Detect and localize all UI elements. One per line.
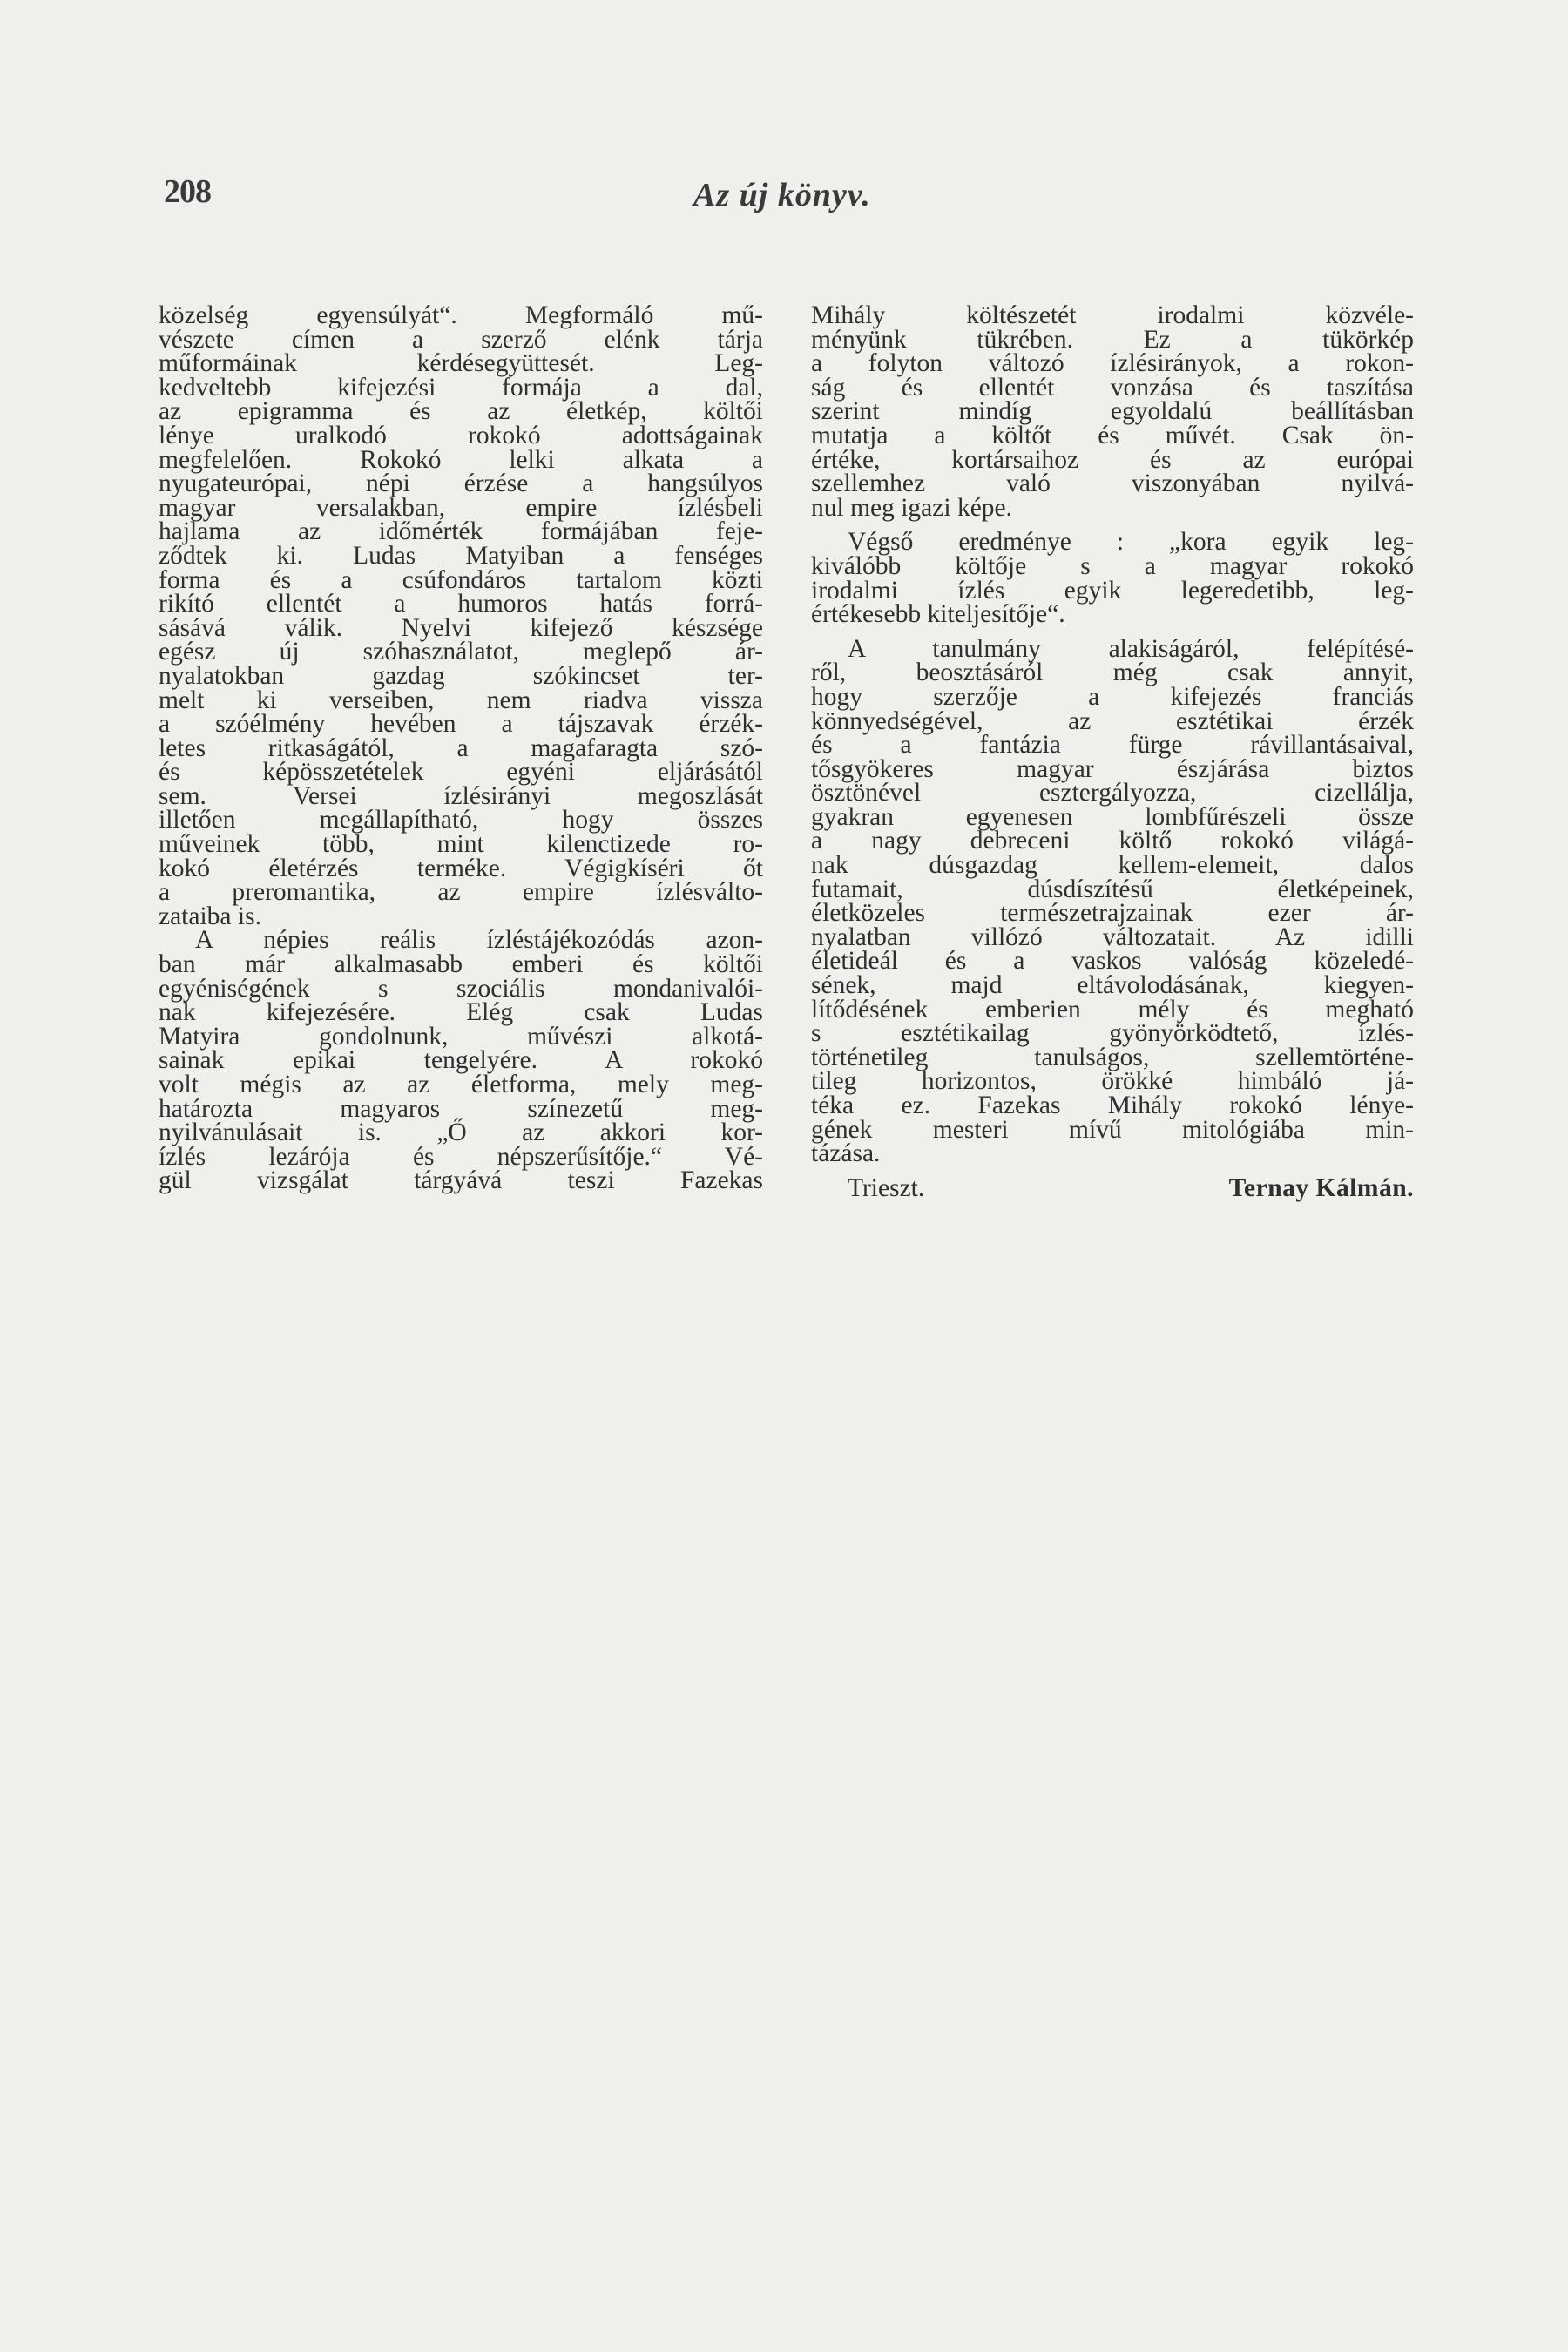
left-column <box>159 301 763 1195</box>
text-line: futamait, dúsdíszítésű életképeinek, <box>811 875 1414 903</box>
text-line: A tanulmány alakiságáról, felépítésé- <box>848 634 1414 663</box>
text-line: illetően megállapítható, hogy összes <box>159 806 763 835</box>
text-line: irodalmi ízlés egyik legeredetibb, leg- <box>811 576 1414 605</box>
text-line: egész új szóhasználatot, meglepő ár- <box>159 638 763 666</box>
text-line: tileg horizontos, örökké himbáló já- <box>811 1067 1414 1096</box>
text-line: magyar versalakban, empire ízlésbeli <box>159 493 763 522</box>
text-line: nyugateurópai, népi érzése a hangsúlyos <box>159 470 763 498</box>
text-line: sásává válik. Nyelvi kifejező készsége <box>159 613 763 642</box>
text-line: mutatja a költőt és művét. Csak ön- <box>811 421 1414 449</box>
text-line: a szóélmény hevében a tájszavak érzék- <box>159 710 763 739</box>
paragraph <box>811 634 1414 1168</box>
text-line: az epigramma és az életkép, költői <box>159 397 763 426</box>
text-line: tázása. <box>811 1139 881 1168</box>
text-line: a folyton változó ízlésirányok, a rokon- <box>811 349 1414 378</box>
text-line: értéke, kortársaihoz és az európai <box>811 445 1414 474</box>
text-line: nak kifejezésére. Elég csak Ludas <box>159 998 763 1027</box>
text-line: ízlés lezárója és népszerűsítője.“ Vé- <box>159 1142 763 1171</box>
text-line: műveinek több, mint kilenctizede ro- <box>159 830 763 859</box>
text-line: lénye uralkodó rokokó adottságainak <box>159 421 763 449</box>
text-line: a nagy debreceni költő rokokó világá- <box>811 827 1414 855</box>
text-line: sének, majd eltávolodásának, kiegyen- <box>811 971 1414 1000</box>
text-line: tősgyökeres magyar észjárása biztos <box>811 754 1414 783</box>
text-line: A népies reális ízléstájékozódás azon- <box>195 926 763 955</box>
text-line: forma és a csúfondáros tartalom közti <box>159 565 763 594</box>
text-line: életközeles természetrajzainak ezer ár- <box>811 899 1414 928</box>
text-line: volt mégis az az életforma, mely meg- <box>159 1071 763 1098</box>
text-line: hogy szerzője a kifejezés franciás <box>811 682 1414 711</box>
text-line: ről, beosztásáról még csak annyit, <box>811 659 1414 687</box>
signature-author: Ternay Kálmán. <box>1228 1173 1414 1202</box>
text-line: nul meg igazi képe. <box>811 493 1013 522</box>
text-line: nyalatban villózó változatait. Az idilli <box>811 923 1414 951</box>
text-line: ződtek ki. Ludas Matyiban a fenséges <box>159 541 763 570</box>
paragraph <box>811 301 1414 522</box>
text-line: szellemhez való viszonyában nyilvá- <box>811 470 1414 498</box>
text-line: vészete címen a szerző elénk tárja <box>159 325 763 354</box>
text-line: szerint mindíg egyoldalú beállításban <box>811 397 1414 426</box>
text-line: sainak epikai tengelyére. A rokokó <box>159 1046 763 1075</box>
text-line: Végső eredménye : „kora egyik leg- <box>848 528 1414 557</box>
text-line: téka ez. Fazekas Mihály rokokó lénye- <box>811 1092 1414 1119</box>
text-line: ösztönével esztergályozza, cizellálja, <box>811 779 1414 808</box>
text-line: gének mesteri mívű mitológiába min- <box>811 1115 1414 1144</box>
paragraph <box>811 528 1414 629</box>
text-line: rikító ellentét a humoros hatás forrá- <box>159 590 763 618</box>
text-line: letes ritkaságától, a magafaragta szó- <box>159 733 763 762</box>
text-line: Matyira gondolnunk, művészi alkotá- <box>159 1022 763 1051</box>
text-line: könnyedségével, az esztétikai érzék <box>811 706 1414 735</box>
signature-place: Trieszt. <box>848 1173 925 1202</box>
text-line: sem. Versei ízlésirányi megoszlását <box>159 781 763 810</box>
text-line: közelség egyensúlyát“. Megformáló mű- <box>159 301 763 329</box>
text-line: s esztétikailag gyönyörködtető, ízlés- <box>811 1019 1414 1048</box>
text-line: ban már alkalmasabb emberi és költői <box>159 950 763 979</box>
text-line: nak dúsgazdag kellem-elemeit, dalos <box>811 851 1414 880</box>
text-line: nyilvánulásait is. „Ő az akkori kor- <box>159 1119 763 1147</box>
text-line: kedveltebb kifejezési formája a dal, <box>159 373 763 402</box>
text-line: lítődésének emberien mély és megható <box>811 995 1414 1024</box>
text-line: a preromantika, az empire ízlésválto- <box>159 878 763 907</box>
text-line: zataiba is. <box>159 902 261 930</box>
text-line: és képösszetételek egyéni eljárásától <box>159 758 763 787</box>
text-line: történetileg tanulságos, szellemtörténe- <box>811 1043 1414 1071</box>
text-line: melt ki verseiben, nem riadva vissza <box>159 686 763 714</box>
running-title: Az új könyv. <box>693 177 871 213</box>
text-line: határozta magyaros színezetű meg- <box>159 1094 763 1123</box>
page-number: 208 <box>164 173 211 210</box>
text-line: értékesebb kiteljesítője“. <box>811 600 1065 629</box>
text-line: ményünk tükrében. Ez a tükörkép <box>811 325 1414 354</box>
text-line: egyéniségének s szociális mondanivalói- <box>159 974 763 1003</box>
text-line: Mihály költészetét irodalmi közvéle- <box>811 301 1414 329</box>
right-column <box>811 301 1414 1202</box>
text-line: gyakran egyenesen lombfűrészeli össze <box>811 802 1414 831</box>
text-line: nyalatokban gazdag szókincset ter- <box>159 661 763 690</box>
signature <box>811 1173 1414 1202</box>
text-line: kiválóbb költője s a magyar rokokó <box>811 551 1414 580</box>
text-line: gül vizsgálat tárgyává teszi Fazekas <box>159 1166 763 1195</box>
text-line: hajlama az időmérték formájában feje- <box>159 517 763 546</box>
text-line: műformáinak kérdésegyüttesét. Leg- <box>159 349 763 378</box>
text-line: és a fantázia fürge rávillantásaival, <box>811 731 1414 760</box>
text-line: életideál és a vaskos valóság közeledé- <box>811 947 1414 976</box>
text-line: kokó életérzés terméke. Végigkíséri őt <box>159 854 763 882</box>
text-line: megfelelően. Rokokó lelki alkata a <box>159 445 763 474</box>
text-line: ság és ellentét vonzása és taszítása <box>811 373 1414 402</box>
